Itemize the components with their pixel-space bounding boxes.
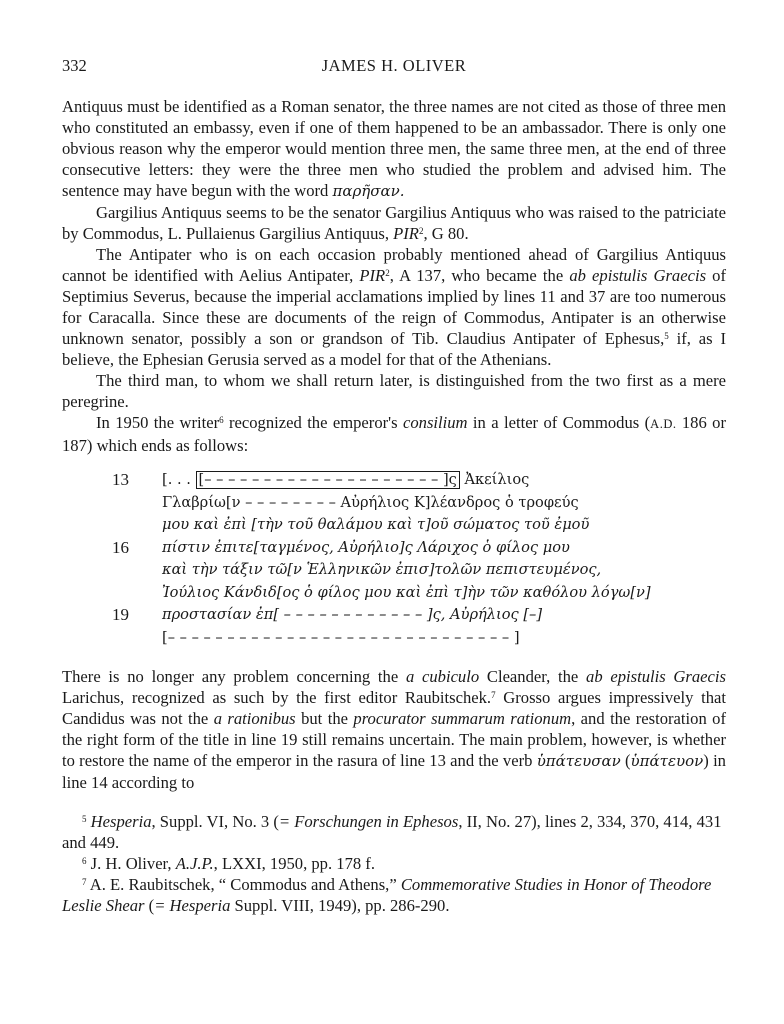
inscription-line-17: καὶ τὴν τάξιν τῶ[ν Ἑλληνικῶν ἐπισ]τολῶν πεπιστευμένος, (162, 561, 602, 578)
paragraph-1: Antiquus must be identified as a Roman senator, the three names are not cited as those of three men who constituted an embassy, even if one of them happened to be an ambassador. There is only one obvious reason why the emperor would mention three men, the same three men, at the end of three consecutive letters: they were the three men who studied the problem and advised him. The sentence may have begun with the word παρῆσαν. (62, 97, 726, 200)
line-number: 16 (112, 537, 129, 557)
footnotes (62, 811, 726, 916)
inscription-line-18: Ἰούλιος Κάνδιδ[ος ὁ φίλος μου καὶ ἐπὶ τ]ὴν τῶν καθόλου λόγω[ν] (162, 583, 651, 601)
inscription-block (112, 470, 726, 650)
inscription-line-16: 16 πίστιν ἐπιτε[ταγμένος, Αὐρήλιο]ς Λάριχος ὁ φίλος μου (112, 537, 570, 557)
footnote-ref-7[interactable]: 7 (491, 690, 496, 700)
paragraph-3: The Antipater who is on each occasion probably mentioned ahead of Gargilius Antiquus cannot be identified with Aelius Antipater, PIR$^2$, A 137, who became the ab epistulis Graecis of Septimius Severus, because the imperial acclamations implied by lines 11 and 37 are too numerous for Caracalla. Since these are documents of the reign of Commodus, Antipater is an otherwise unknown senator, possibly a son or grandson of Tib. Claudius Antipater of Ephesus,$^5$ if, as I believe, the Ephesian Gerusia served as a model for that of the Athenians. (62, 245, 726, 369)
paragraph-5: In 1950 the writer$^6$ recognized the emperor's consilium in a letter of Commodus (A.D. 186 or 187) which ends as follows: (62, 413, 726, 455)
rasura-box: [– – – – – – – – – – – – – – – – – – – – ]ς (196, 471, 460, 489)
line-number: 13 (112, 470, 129, 489)
inscription-line-13: 13 [. . . [– – – – – – – – – – – – – – – – – – – – ]ς Ἀκείλιος (112, 470, 530, 489)
inscription-line-15: μου καὶ ἐπὶ [τὴν τοῦ θαλάμου καὶ τ]οῦ σώματος τοῦ ἐμοῦ (162, 516, 590, 533)
page-header (62, 56, 726, 80)
footnote-ref-6[interactable]: 6 (219, 415, 224, 425)
inscription-line-20: [– – – – – – – – – – – – – – – – – – – – – – – – – – – – – ] (162, 628, 520, 646)
inscription-line-14: Γλαβρίω[ν – – – – – – – – Αὐρήλιος Κ]λέανδρος ὁ τροφεύς (162, 493, 579, 511)
footnote-7: $^7$ A. E. Raubitschek, “ Commodus and Athens,” Commemorative Studies in Honor of Theodore Leslie Shear (= Hesperia Suppl. VIII, 1949), pp. 286-290. (62, 875, 712, 915)
footnote-6: $^6$ J. H. Oliver, A.J.P., LXXI, 1950, pp. 178 f. (82, 854, 375, 873)
paragraph-6: There is no longer any problem concerning the a cubiculo Cleander, the ab epistulis Graecis Larichus, recognized as such by the first editor Raubitschek.$^7$ Grosso argues impressively that Candidus was not the a rationibus but the procurator summarum rationum, and the restoration of the right form of the title in line 19 still remains uncertain. The main problem, however, is whether to restore the name of the emperor in the rasura of line 13 and the verb ὑπάτευσαν (ὑπάτευον) in line 14 according to (62, 667, 726, 792)
page (62, 56, 726, 916)
footnote-5: $^5$ Hesperia, Suppl. VI, No. 3 (= Forschungen in Ephesos, II, No. 27), lines 2, 334, 370, 414, 431 and 449. (62, 812, 722, 852)
page-number: 332 (62, 56, 87, 75)
paragraph-2: Gargilius Antiquus seems to be the senator Gargilius Antiquus who was raised to the patriciate by Commodus, L. Pullaienus Gargilius Antiquus, PIR$^2$, G 80. (62, 203, 726, 243)
inscription-line-19: 19 προστασίαν ἐπ[ – – – – – – – – – – – – ]ς, Αὐρήλιος [–] (112, 605, 543, 624)
line-number: 19 (112, 605, 129, 624)
running-head: JAMES H. OLIVER (321, 56, 467, 75)
paragraph-4: The third man, to whom we shall return later, is distinguished from the two first as a mere peregrine. (62, 371, 726, 411)
greek-word: παρῆσαν. (332, 182, 405, 200)
footnote-ref-5[interactable]: 5 (664, 331, 669, 341)
